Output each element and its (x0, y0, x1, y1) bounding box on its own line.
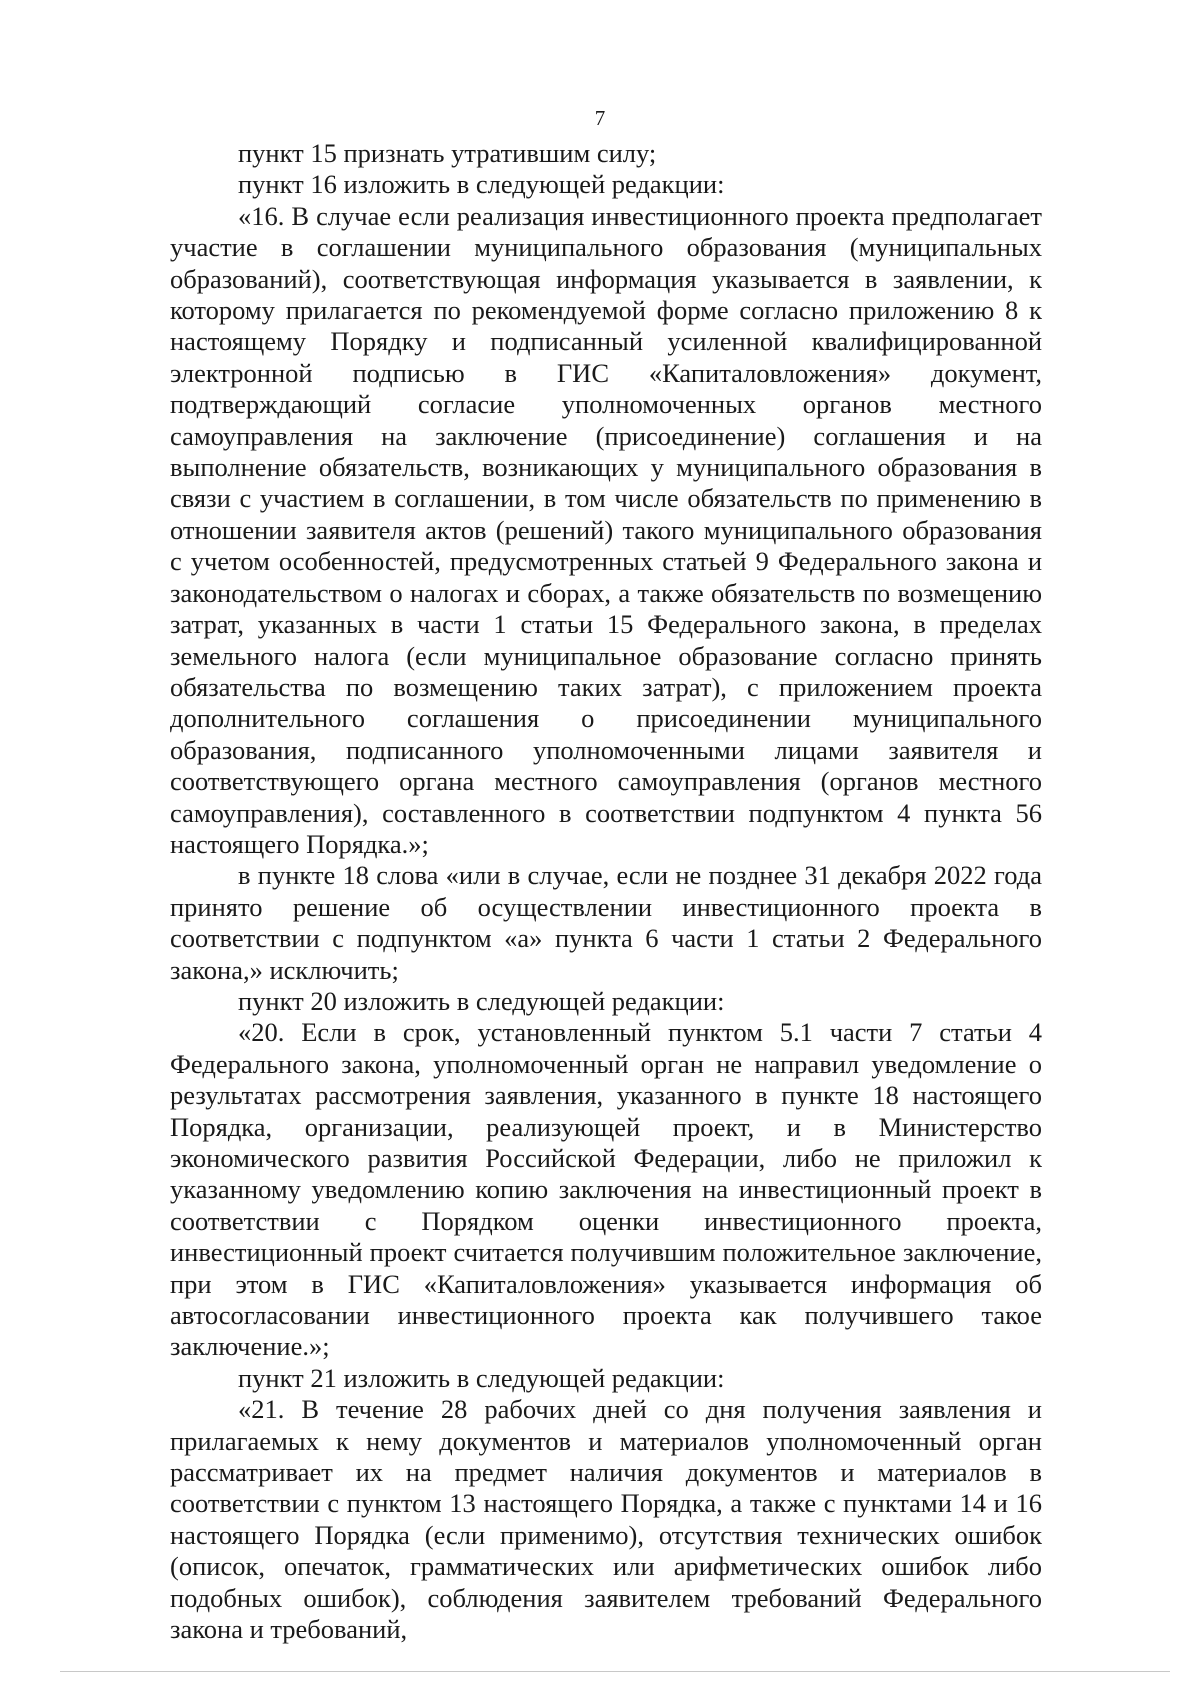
paragraph-item-16-text: «16. В случае если реализация инвестиционного проекта предполагает участие в соглашении муниципального образования (муниципальных образований), соответствующая информация указывается в заявлении, к которому прилагается по рекомендуемой форме согласно приложению 8 к настоящему Порядку и подписанный усиленной квалифицированной электронной подписью в ГИС «Капиталовложения» документ, подтверждающий согласие уполномоченных органов местного самоуправления на заключение (присоединение) соглашения и на выполнение обязательств, возникающих у муниципального образования в связи с участием в соглашении, в том числе обязательств по применению в отношении заявителя актов (решений) такого муниципального образования с учетом особенностей, предусмотренных статьей 9 Федерального закона и законодательством о налогах и сборах, а также обязательств по возмещению затрат, указанных в части 1 статьи 15 Федерального закона, в пределах земельного налога (если муниципальное образование согласно принять обязательства по возмещению таких затрат), с приложением проекта дополнительного соглашения о присоединении муниципального образования, подписанного уполномоченными лицами заявителя и соответствующего органа местного самоуправления (органов местного самоуправления), составленного в соответствии подпунктом 4 пункта 56 настоящего Порядка.»; (170, 200, 1042, 859)
paragraph-item-20-text: «20. Если в срок, установленный пунктом 5.1 части 7 статьи 4 Федерального закона, уполномоченный орган не направил уведомление о результатах рассмотрения заявления, указанного в пункте 18 настоящего Порядка, организации, реализующей проект, и в Министерство экономического развития Российской Федерации, либо не приложил к указанному уведомлению копию заключения на инвестиционный проект в соответствии с Порядком оценки инвестиционного проекта, инвестиционный проект считается получившим положительное заключение, при этом в ГИС «Капиталовложения» указывается информация об автосогласовании инвестиционного проекта как получившего такое заключение.»; (170, 1017, 1042, 1362)
paragraph-item-15: пункт 15 признать утратившим силу; (238, 138, 657, 168)
paragraph-item-16-intro: пункт 16 изложить в следующей редакции: (238, 169, 725, 200)
page-number: 7 (594, 106, 606, 130)
paragraph-item-20-intro: пункт 20 изложить в следующей редакции: (238, 985, 725, 1016)
scan-edge-line (60, 1671, 1170, 1672)
paragraph-item-18: в пункте 18 слова «или в случае, если не позднее 31 декабря 2022 года принято решение об осуществлении инвестиционного проекта в соответствии с подпунктом «а» пункта 6 части 1 статьи 2 Федерального закона,» исключить; (170, 860, 1042, 985)
document-body (170, 138, 1042, 1646)
paragraph-item-21-intro: пункт 21 изложить в следующей редакции: (238, 1362, 725, 1393)
paragraph-item-21-text: «21. В течение 28 рабочих дней со дня получения заявления и прилагаемых к нему документов и материалов уполномоченный орган рассматривает их на предмет наличия документов и материалов в соответствии с пунктом 13 настоящего Порядка, а также с пунктами 14 и 16 настоящего Порядка (если применимо), отсутствия технических ошибок (описок, опечаток, грамматических или арифметических ошибок либо подобных ошибок), соблюдения заявителем требований Федерального закона и требований, (170, 1394, 1042, 1645)
